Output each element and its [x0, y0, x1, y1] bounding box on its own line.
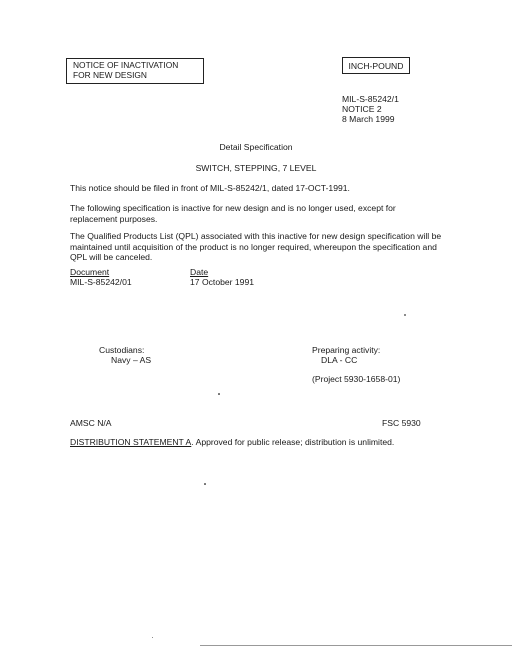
notice-date: 8 March 1999: [342, 114, 395, 124]
scan-speck: [218, 393, 220, 395]
paragraph-filing: This notice should be filed in front of MIL-S-85242/1, dated 17-OCT-1991.: [70, 183, 350, 193]
distribution-text: . Approved for public release; distribution is unlimited.: [191, 437, 395, 447]
scan-speck: [152, 637, 153, 638]
notice-line-2: FOR NEW DESIGN: [73, 69, 147, 80]
superseded-document: MIL-S-85242/01: [70, 277, 132, 287]
scan-speck: [204, 483, 206, 485]
document-number: MIL-S-85242/1: [342, 94, 399, 104]
notice-line-1: NOTICE OF INACTIVATION: [73, 60, 179, 70]
paragraph-inactive: The following specification is inactive for new design and is no longer used, except for replacement purposes.: [70, 203, 396, 224]
bottom-edge-rule: [200, 645, 512, 646]
project-number: (Project 5930-1658-01): [312, 374, 401, 384]
amsc-code: AMSC N/A: [70, 418, 112, 428]
notice-number: NOTICE 2: [342, 104, 382, 114]
custodians-value: Navy – AS: [111, 355, 152, 365]
column-header-date: Date: [190, 267, 209, 277]
preparing-activity-label: Preparing activity:: [312, 345, 381, 355]
paragraph-qpl: The Qualified Products List (QPL) associated with this inactive for new design specification will be maintained until acquisition of the product is no longer required, whereupon the specification and QPL will be canceled.: [70, 231, 442, 263]
spec-type: Detail Specification: [219, 142, 293, 152]
notice-of-inactivation-box: [66, 58, 204, 84]
fsc-code: FSC 5930: [382, 418, 421, 428]
inch-pound-label: INCH-POUND: [348, 61, 404, 71]
superseded-date: 17 October 1991: [190, 277, 255, 287]
distribution-statement: [70, 437, 394, 447]
inch-pound-box: [342, 57, 410, 74]
scan-speck: [404, 314, 406, 316]
preparing-activity-value: DLA - CC: [321, 355, 358, 365]
spec-title: SWITCH, STEPPING, 7 LEVEL: [195, 163, 317, 173]
custodians-label: Custodians:: [99, 345, 145, 355]
column-header-document: Document: [70, 267, 110, 277]
distribution-label: DISTRIBUTION STATEMENT A: [70, 437, 192, 447]
